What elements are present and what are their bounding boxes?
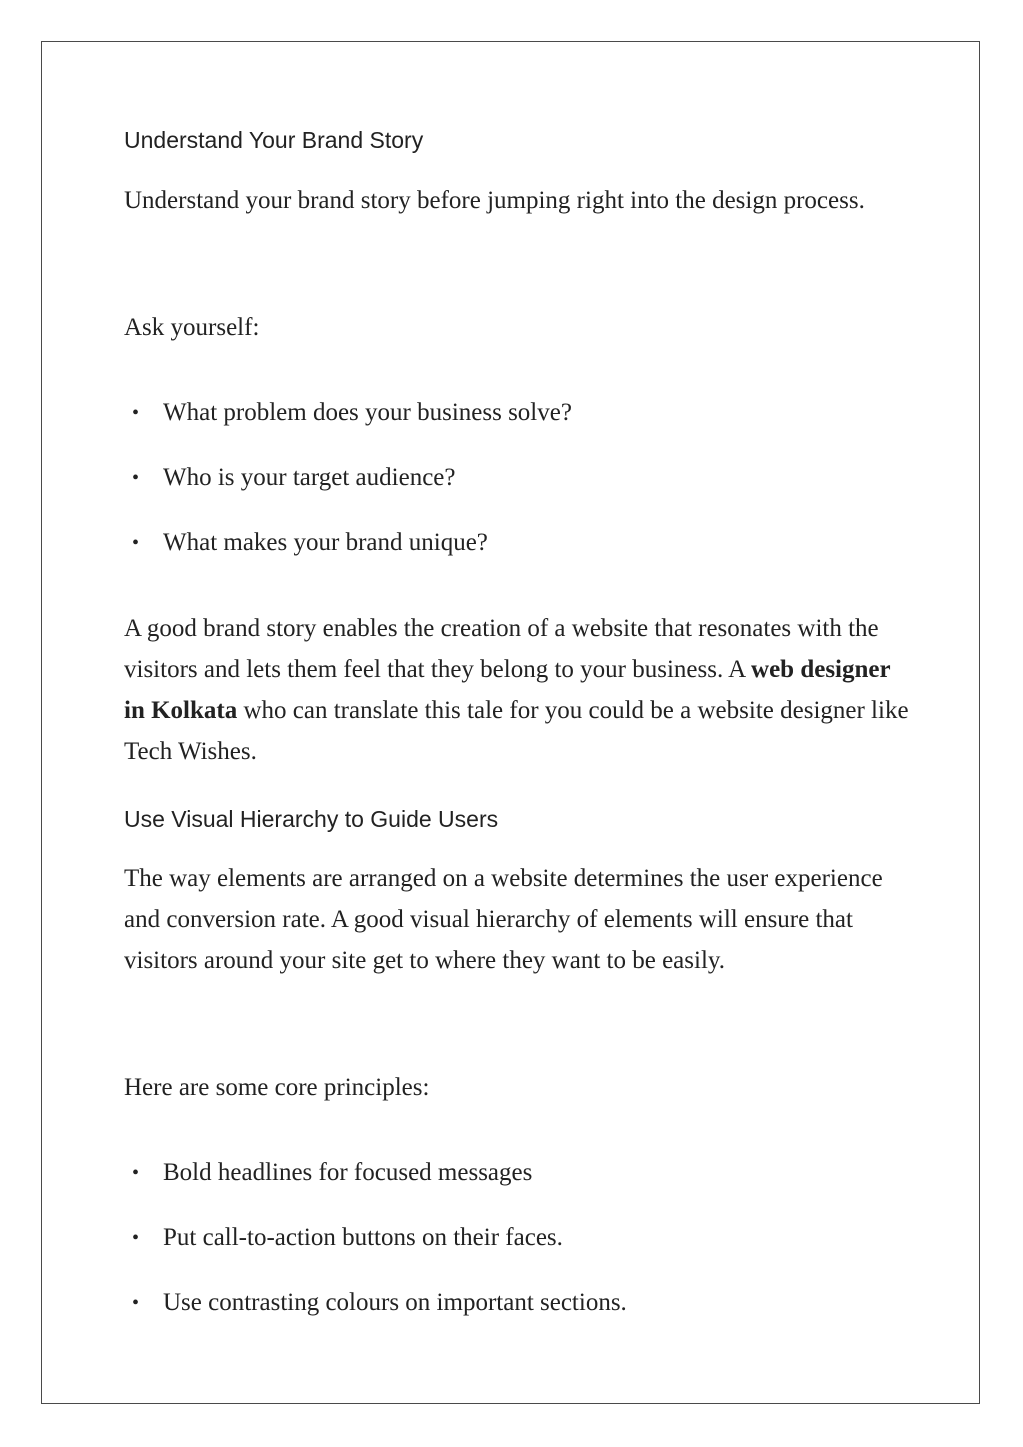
bullet-icon: • [132, 402, 140, 424]
bullet-icon: • [132, 467, 140, 489]
bullet-icon: • [132, 1292, 140, 1314]
list-item-text: Who is your target audience? [163, 464, 456, 491]
section1-prompt: Ask yourself: [124, 314, 260, 341]
list-item-text: Put call-to-action buttons on their faces. [163, 1224, 563, 1251]
list-item-text: What makes your brand unique? [163, 529, 488, 556]
section1-heading: Understand Your Brand Story [124, 127, 424, 153]
list-item-text: Bold headlines for focused messages [163, 1159, 533, 1186]
closing-text-start: A good brand story enables the creation of a website that resonates with the visitors and lets them feel that they belong to your business. A [124, 615, 879, 683]
closing-text-end: who can translate this tale for you could be a website designer like Tech Wishes. [124, 697, 909, 765]
bullet-icon: • [132, 1162, 140, 1184]
list-item-text: What problem does your business solve? [163, 399, 572, 426]
section2-heading: Use Visual Hierarchy to Guide Users [124, 806, 499, 832]
list-item-text: Use contrasting colours on important sections. [163, 1289, 627, 1316]
bullet-icon: • [132, 532, 140, 554]
section1-closing [124, 608, 914, 772]
bullet-icon: • [132, 1227, 140, 1249]
section2-prompt: Here are some core principles: [124, 1074, 430, 1101]
web-designer-keyword: web designer in Kolkata [124, 656, 891, 724]
section1-intro: Understand your brand story before jumping right into the design process. [124, 187, 865, 214]
section2-intro: The way elements are arranged on a website determines the user experience and conversion rate. A good visual hierarchy of elements will ensure that visitors around your site get to where they want to be easily. [124, 865, 883, 974]
